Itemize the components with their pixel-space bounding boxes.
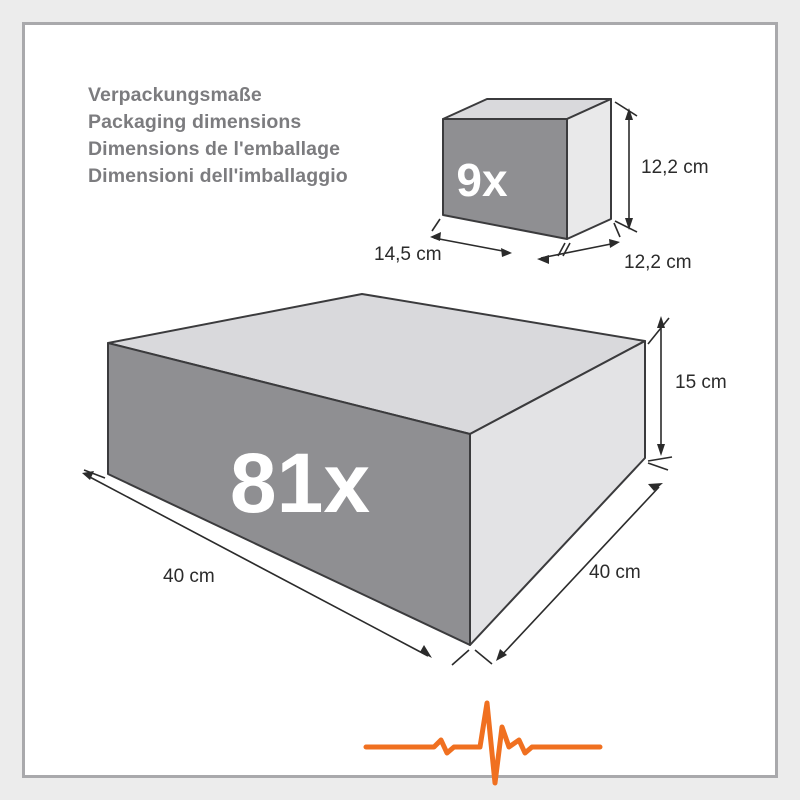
small-box-height-dimension bbox=[615, 102, 637, 232]
large-box-depth-label: 40 cm bbox=[589, 562, 641, 583]
small-box-side-face bbox=[567, 99, 611, 239]
large-box-height-dimension bbox=[648, 316, 672, 461]
small-box-depth-label: 12,2 cm bbox=[624, 252, 692, 273]
title-de: Verpackungsmaße bbox=[88, 84, 262, 106]
large-box-count-label: 81x bbox=[229, 436, 371, 530]
small-box-height-label: 12,2 cm bbox=[641, 157, 709, 178]
small-box-count-label: 9x bbox=[456, 154, 508, 206]
title-fr: Dimensions de l'emballage bbox=[88, 137, 341, 160]
large-box-width-label: 40 cm bbox=[163, 566, 215, 587]
small-box-width-label: 14,5 cm bbox=[374, 244, 442, 265]
title-it: Dimensioni dell'imballaggio bbox=[88, 164, 348, 187]
title-en: Packaging dimensions bbox=[88, 110, 302, 133]
large-box-height-label: 15 cm bbox=[675, 372, 727, 393]
